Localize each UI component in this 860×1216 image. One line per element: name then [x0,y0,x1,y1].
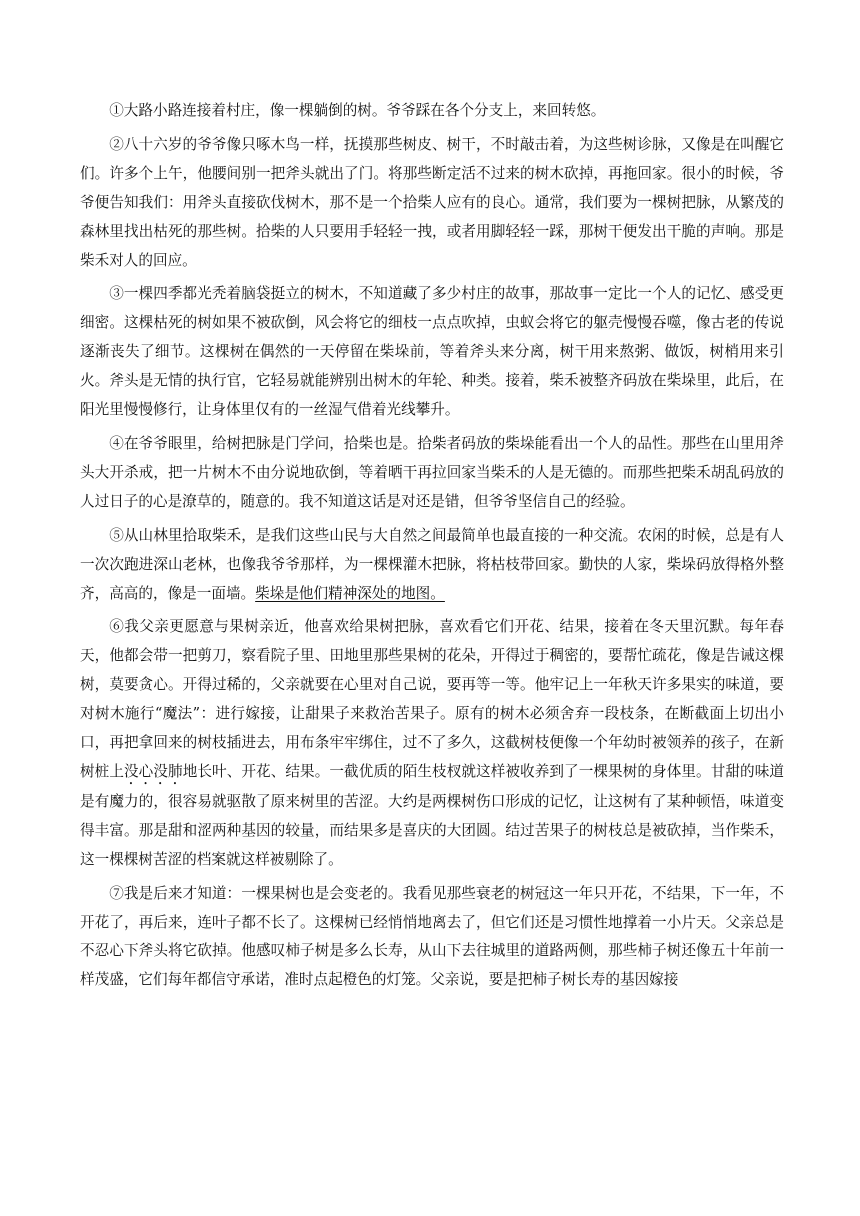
paragraph-6 [80,613,784,874]
paragraph-7-text: ⑦我是后来才知道：一棵果树也是会变老的。我看见那些衰老的树冠这一年只开花，不结果，下一年，不开花了，再后来，连叶子都不长了。这棵树已经悄悄地离去了，但它们还是习惯性地撑着一小片天。父亲总是不忍心下斧头将它砍掉。他感叹柿子树是多么长寿，从山下去往城里的道路两侧，那些柿子树还像五十年前一样茂盛，它们每年都信守承诺，准时点起橙色的灯笼。父亲说，要是把柿子树长寿的基因嫁接 [80,884,784,989]
paragraph-1-text: ①大路小路连接着村庄，像一棵躺倒的树。爷爷踩在各个分支上，来回转悠。 [109,102,606,119]
paragraph-3 [80,280,784,425]
paragraph-6-text-after: 地长叶、开花、结果。一截优质的陌生枝杈就这样被收养到了一棵果树的身体里。甘甜的味道是有魔力的，很容易就驱散了原来树里的苦涩。大约是两棵树伤口形成的记忆，让这树有了某种顿悟，味道变得丰富。那是甜和涩两种基因的较量，而结果多是喜庆的大团圆。结过苦果子的树枝总是被砍掉，当作柴禾，这一棵棵树苦涩的档案就这样被剔除了。 [80,762,784,868]
paragraph-4-text: ④在爷爷眼里，给树把脉是门学问，拾柴也是。拾柴者码放的柴垛能看出一个人的品性。那些在山里用斧头大开杀戒，把一片树木不由分说地砍倒，等着晒干再拉回家当柴禾的人是无德的。而那些把柴禾胡乱码放的人过日子的心是潦草的，随意的。我不知道这话是对还是错，但爷爷坚信自己的经验。 [80,434,784,510]
paragraph-4 [80,430,784,517]
paragraph-7 [80,880,784,996]
paragraph-2 [80,131,784,276]
paragraph-6-text-before: ⑥我父亲更愿意与果树亲近，他喜欢给果树把脉，喜欢看它们开花、结果，接着在冬天里沉默。每年春天，他都会带一把剪刀，察看院子里、田地里那些果树的花朵，开得过于稠密的，要帮忙疏花，像是告诫这棵树，莫要贪心。开得过稀的，父亲就要在心里对自己说，要再等一等。他牢记上一年秋天许多果实的味道，要对树木施行“魔法”：进行嫁接，让甜果子来救治苦果子。原有的树木必须舍弃一段枝条，在断截面上切出小口，再把拿回来的树枝插进去，用布条牢牢绑住，过不了多久，这截树枝便像一个年幼时被领养的孩子，在新树桩上 [80,618,784,780]
paragraph-2-text: ②八十六岁的爷爷像只啄木鸟一样，抚摸那些树皮、树干，不时敲击着，为这些树诊脉，又像是在叫醒它们。许多个上午，他腰间别一把斧头就出了门。将那些断定活不过来的树木砍掉，再拖回家。很小的时候，爷爷便告知我们：用斧头直接砍伐树木，那不是一个拾柴人应有的良心。通常，我们要为一棵树把脉，从繁茂的森林里找出枯死的那些树。拾柴的人只要用手轻轻一拽，或者用脚轻轻一踩，那树干便发出干脆的声响。那是柴禾对人的回应。 [80,135,784,269]
paragraph-1 [80,97,784,126]
article-body [80,97,784,1000]
paragraph-5-text: ⑤从山林里拾取柴禾，是我们这些山民与大自然之间最简单也最直接的一种交流。农闲的时候，总是有人一次次跑进深山老林，也像我爷爷那样，为一棵棵灌木把脉，将枯枝带回家。勤快的人家，柴垛码放得格外整齐，高高的，像是一面墙。 [80,526,784,602]
paragraph-5 [80,522,784,609]
underlined-sentence: 柴垛是他们精神深处的地图。 [255,584,445,602]
emphasized-phrase: 没心没肺 [124,762,183,780]
paragraph-3-text: ③一棵四季都光秃着脑袋挺立的树木，不知道藏了多少村庄的故事，那故事一定比一个人的记忆、感受更细密。这棵枯死的树如果不被砍倒，风会将它的细枝一点点吹掉，虫蚁会将它的躯壳慢慢吞噬，像古老的传说逐渐丧失了细节。这棵树在偶然的一天停留在柴垛前，等着斧头来分离，树干用来熬粥、做饭，树梢用来引火。斧头是无情的执行官，它轻易就能辨别出树木的年轮、种类。接着，柴禾被整齐码放在柴垛里，此后，在阳光里慢慢修行，让身体里仅有的一丝湿气借着光线攀升。 [80,285,784,419]
